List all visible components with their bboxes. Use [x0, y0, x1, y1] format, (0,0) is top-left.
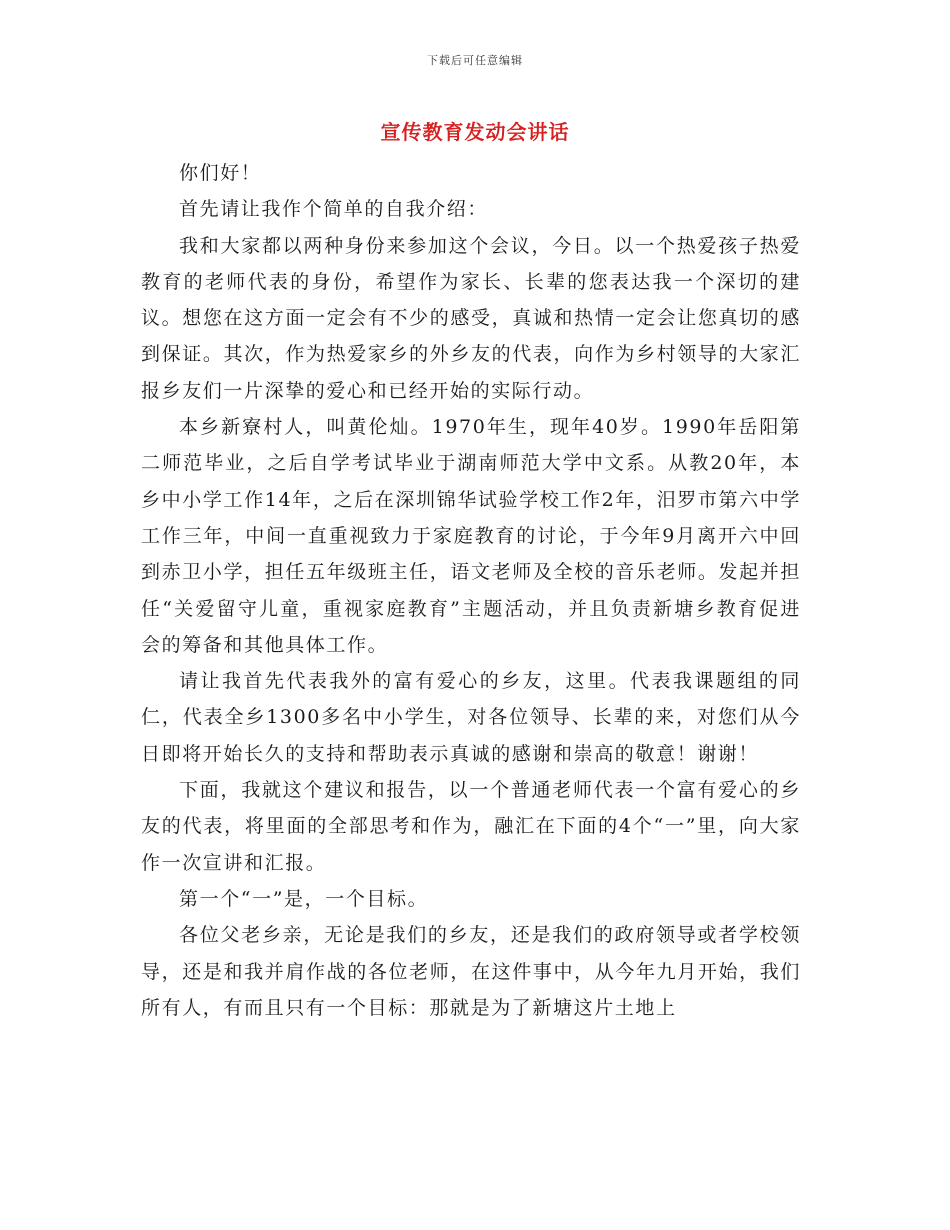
- paragraph-greeting: 你们好！: [179, 162, 262, 184]
- paragraph-goal: 各位父老乡亲，无论是我们的乡友，还是我们的政府领导或者学校领导，还是和我并肩作战的各位老师，在这件事中，从今年九月开始，我们所有人，有而且只有一个目标：那就是为了新塘这片土地上: [141, 924, 801, 1019]
- document-title: 宣传教育发动会讲话: [380, 120, 570, 144]
- paragraph-biography: 本乡新寮村人，叫黄伦灿。1970年生，现年40岁。1990年岳阳第二师范毕业，之后自学考试毕业于湖南师范大学中文系。从教20年，本乡中小学工作14年，之后在深圳锦华试验学校工作2年，汨罗市第六中学工作三年，中间一直重视致力于家庭教育的讨论，于今年9月离开六中回到赤卫小学，担任五年级班主任，语文老师及全校的音乐老师。发起并担任“关爱留守儿童，重视家庭教育”主题活动，并且负责新塘乡教育促进会的筹备和其他具体工作。: [141, 416, 801, 656]
- paragraph-first-point: 第一个“一”是，一个目标。: [179, 887, 429, 910]
- document-body: [141, 155, 801, 1026]
- paragraph-intro-lead: 首先请让我作个简单的自我介绍：: [179, 198, 489, 221]
- paragraph-outline: 下面，我就这个建议和报告，以一个普通老师代表一个富有爱心的乡友的代表，将里面的全部思考和作为，融汇在下面的4个“一”里，向大家作一次宣讲和汇报。: [141, 779, 801, 874]
- header-note: 下载后可任意编辑: [427, 54, 523, 67]
- paragraph-thanks: 请让我首先代表我外的富有爱心的乡友，这里。代表我课题组的同仁，代表全乡1300多名中小学生，对各位领导、长辈的来，对您们从今日即将开始长久的支持和帮助表示真诚的感谢和崇高的敬意！谢谢！: [141, 670, 801, 765]
- paragraph-identity: 我和大家都以两种身份来参加这个会议，今日。以一个热爱孩子热爱教育的老师代表的身份，希望作为家长、长辈的您表达我一个深切的建议。想您在这方面一定会有不少的感受，真诚和热情一定会让您真切的感到保证。其次，作为热爱家乡的外乡友的代表，向作为乡村领导的大家汇报乡友们一片深挚的爱心和已经开始的实际行动。: [141, 234, 801, 402]
